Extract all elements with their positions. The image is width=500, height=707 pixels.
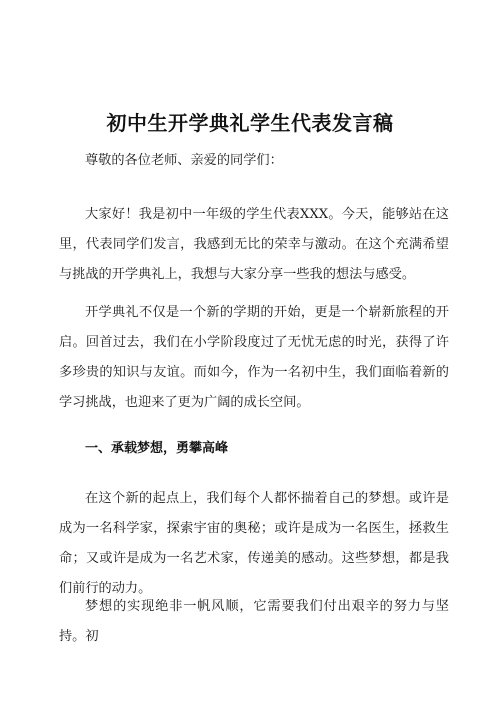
- greeting-line: 尊敬的各位老师、亲爱的同学们：: [85, 153, 283, 168]
- paragraph-introduction: 大家好！我是初中一年级的学生代表XXX。今天，能够站在这里，代表同学们发言，我感到无比的荣幸与激动。在这个充满希望与挑战的开学典礼上，我想与大家分享一些我的想法与感受。: [59, 207, 449, 282]
- section-heading: 一、承载梦想，勇攀高峰: [85, 441, 229, 456]
- paragraph-dreams: 在这个新的起点上，我们每个人都怀揣着自己的梦想。或许是成为一名科学家，探索宇宙的奥秘；或许是成为一名医生，拯救生命；又或许是成为一名艺术家，传递美的感动。这些梦想，都是我们前行的动力。: [59, 491, 449, 596]
- paragraph-effort: 梦想的实现绝非一帆风顺，它需要我们付出艰辛的努力与坚持。初: [59, 599, 449, 644]
- paragraph-new-journey: 开学典礼不仅是一个新的学期的开始，更是一个崭新旅程的开启。回首过去，我们在小学阶段度过了无忧无虑的时光，获得了许多珍贵的知识与友谊。而如今，作为一名初中生，我们面临着新的学习挑战，也迎来了更为广阔的成长空间。: [59, 305, 449, 410]
- document-title: 初中生开学典礼学生代表发言稿: [106, 111, 394, 136]
